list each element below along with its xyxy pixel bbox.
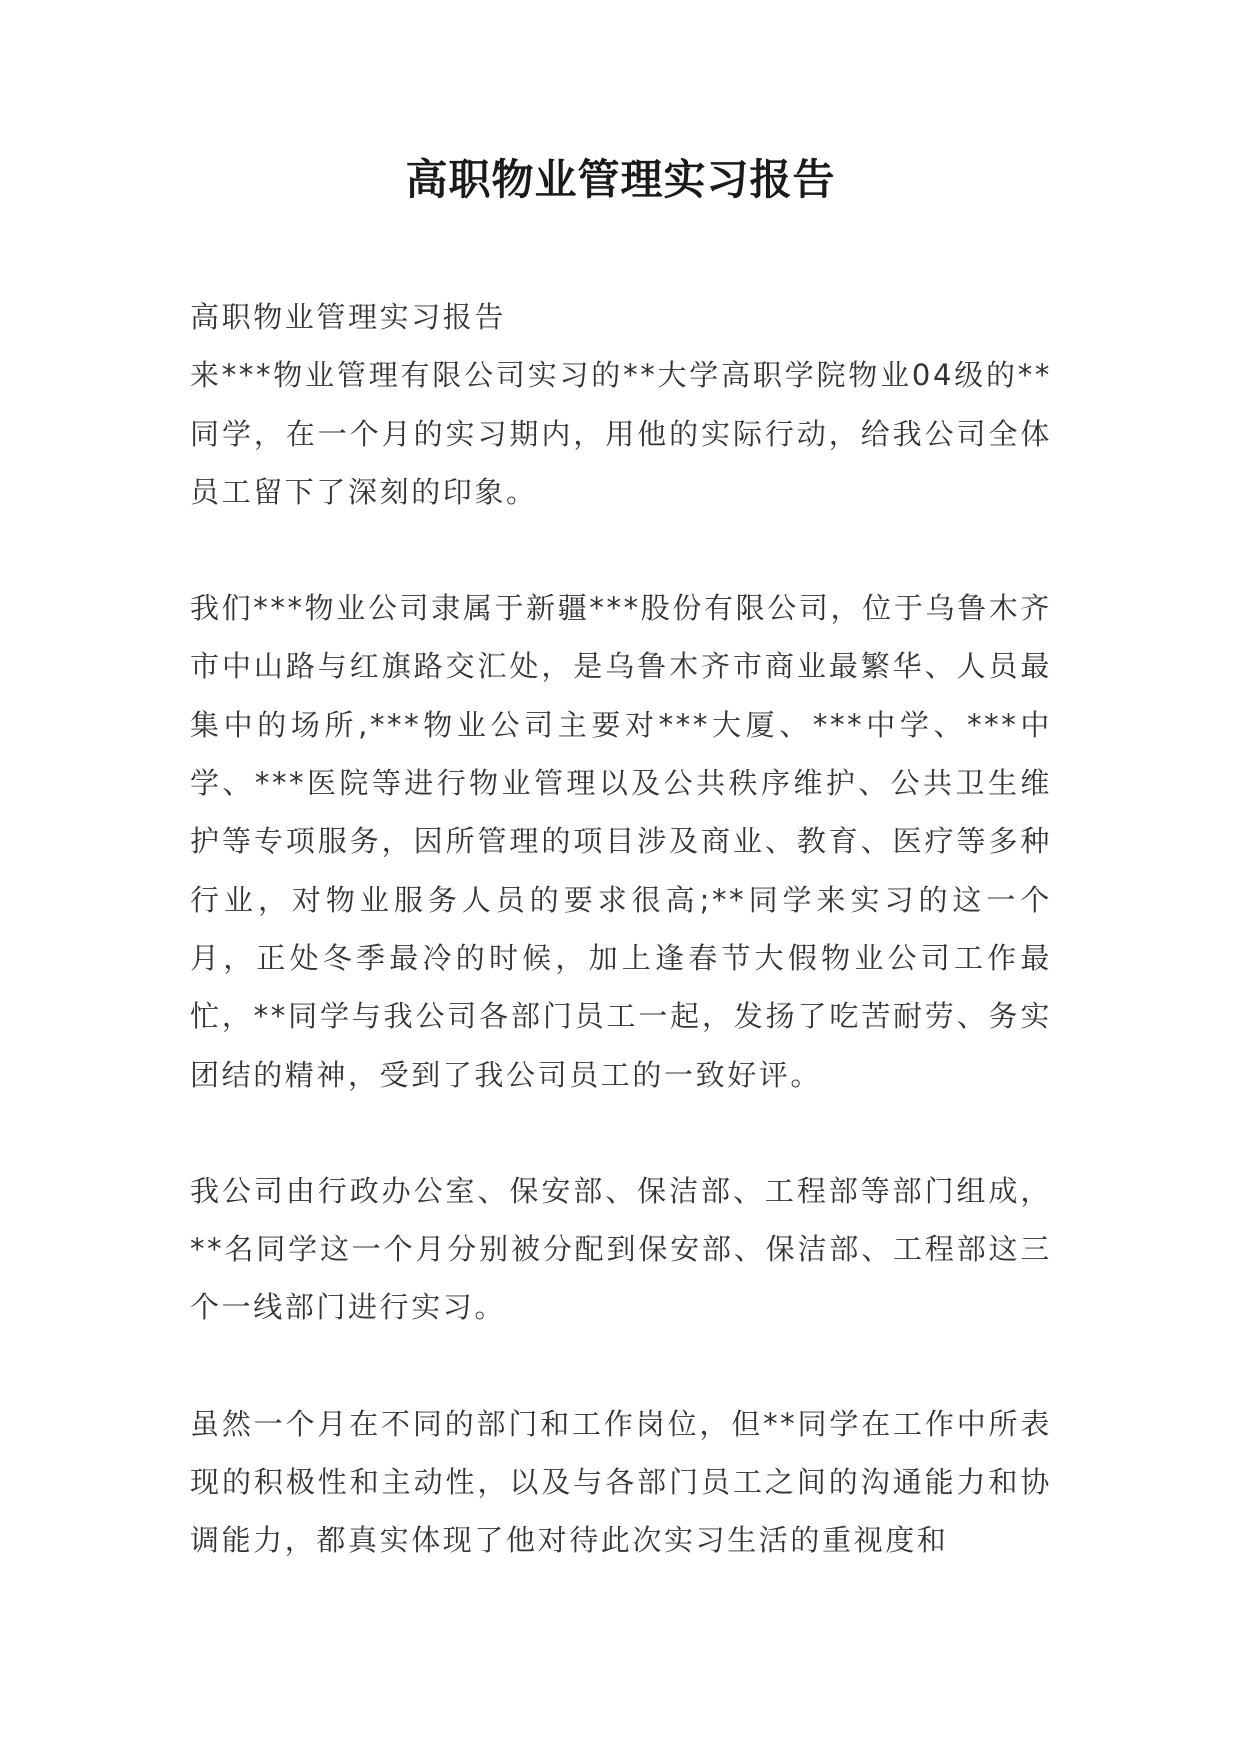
document-body: [190, 288, 1052, 1570]
intro-paragraph: 来***物业管理有限公司实习的**大学高职学院物业04级的**同学，在一个月的实习期内，用他的实际行动，给我公司全体员工留下了深刻的印象。: [190, 358, 1052, 509]
departments-paragraph: 我公司由行政办公室、保安部、保洁部、工程部等部门组成，**名同学这一个月分别被分配到保安部、保洁部、工程部这三个一线部门进行实习。: [190, 1173, 1052, 1325]
evaluation-paragraph: 虽然一个月在不同的部门和工作岗位，但**同学在工作中所表现的积极性和主动性，以及与各部门员工之间的沟通能力和协调能力，都真实体现了他对待此次实习生活的重视度和: [190, 1406, 1052, 1558]
document-title: 高职物业管理实习报告: [405, 155, 836, 204]
company-paragraph: 我们***物业公司隶属于新疆***股份有限公司，位于乌鲁木齐市中山路与红旗路交汇处，是乌鲁木齐市商业最繁华、人员最集中的场所,***物业公司主要对***大厦、***中学、***中学、***医院等进行物业管理以及公共秩序维护、公共卫生维护等专项服务，因所管理的项目涉及商业、教育、医疗等多种行业，对物业服务人员的要求很高;**同学来实习的这一个月，正处冬季最冷的时候，加上逢春节大假物业公司工作最忙，**同学与我公司各部门员工一起，发扬了吃苦耐劳、务实团结的精神，受到了我公司员工的一致好评。: [190, 591, 1052, 1092]
subtitle-paragraph: 高职物业管理实习报告: [190, 300, 507, 334]
